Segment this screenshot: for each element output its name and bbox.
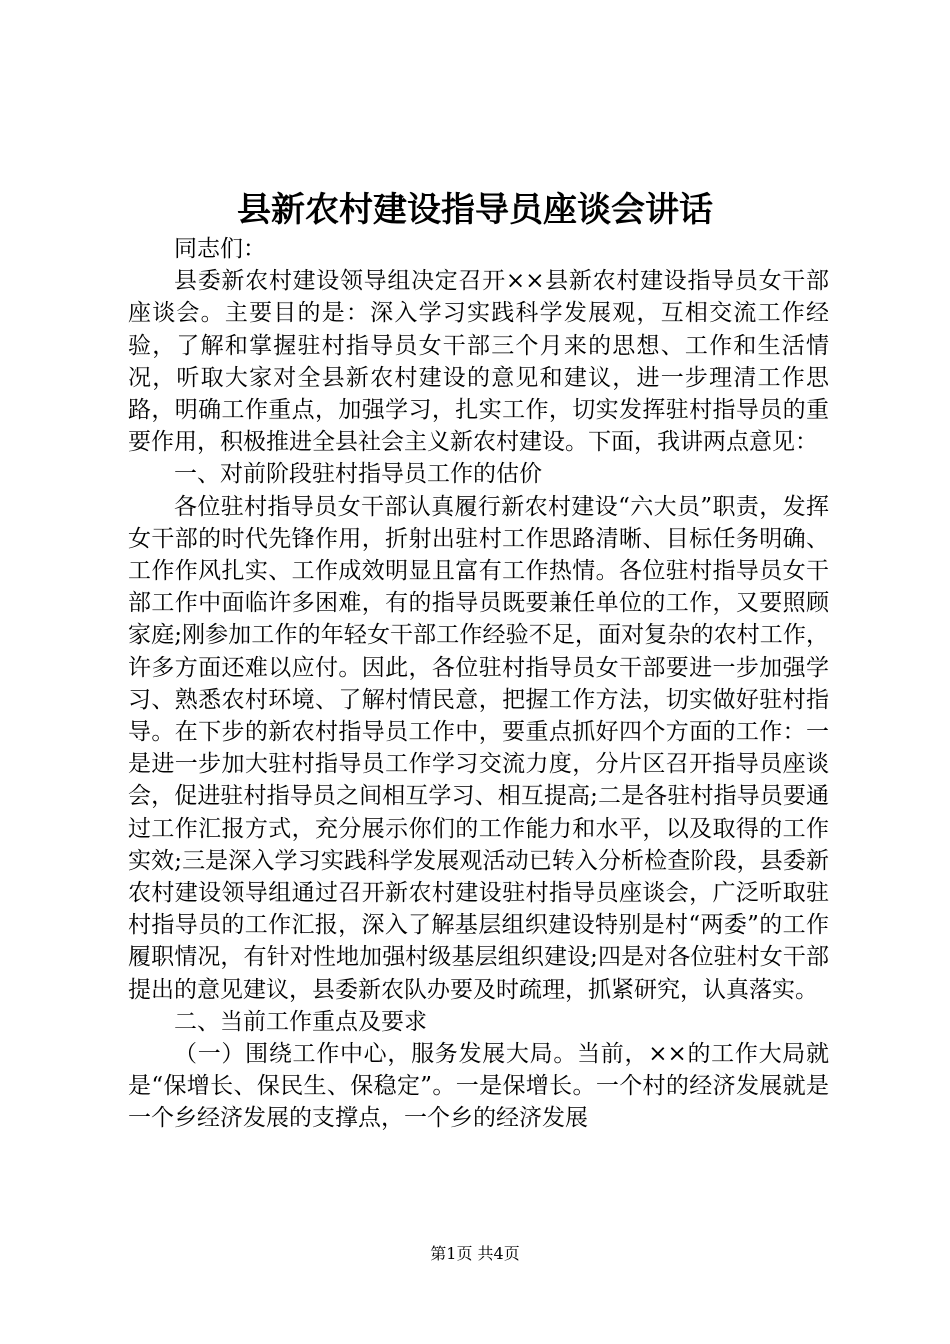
section-two-paragraph: （一）围绕工作中心，服务发展大局。当前，××的工作大局就是“保增长、保民生、保稳定”。一是保增长。一个村的经济发展就是一个乡经济发展的支撑点，一个乡的经济发展 [128, 1041, 829, 1132]
salutation-paragraph: 同志们： [174, 236, 266, 262]
section-heading-two: 二、当前工作重点及要求 [174, 1008, 427, 1035]
section-one-paragraph: 各位驻村指导员女干部认真履行新农村建设“六大员”职责，发挥女干部的时代先锋作用，折射出驻村工作思路清晰、目标任务明确、工作作风扎实、工作成效明显且富有工作热情。各位驻村指导员女干部工作中面临许多困难，有的指导员既要兼任单位的工作，又要照顾家庭;刚参加工作的年轻女干部工作经验不足，面对复杂的农村工作，许多方面还难以应付。因此，各位驻村指导员女干部要进一步加强学习、熟悉农村环境、了解村情民意，把握工作方法，切实做好驻村指导。在下步的新农村指导员工作中，要重点抓好四个方面的工作：一是进一步加大驻村指导员工作学习交流力度，分片区召开指导员座谈会，促进驻村指导员之间相互学习、相互提高;二是各驻村指导员要通过工作汇报方式，充分展示你们的工作能力和水平，以及取得的工作实效;三是深入学习实践科学发展观活动已转入分析检查阶段，县委新农村建设领导组通过召开新农村建设驻村指导员座谈会，广泛听取驻村指导员的工作汇报，深入了解基层组织建设特别是村“两委”的工作履职情况，有针对性地加强村级基层组织建设;四是对各位驻村女干部提出的意见建议，县委新农队办要及时疏理，抓紧研究，认真落实。 [128, 493, 829, 1003]
section-heading-one: 一、对前阶段驻村指导员工作的估价 [174, 461, 542, 488]
intro-paragraph: 县委新农村建设领导组决定召开××县新农村建设指导员女干部座谈会。主要目的是：深入学习实践科学发展观，互相交流工作经验，了解和掌握驻村指导员女干部三个月来的思想、工作和生活情况，听取大家对全县新农村建设的意见和建议，进一步理清工作思路，明确工作重点，加强学习，扎实工作，切实发挥驻村指导员的重要作用，积极推进全县社会主义新农村建设。下面，我讲两点意见： [128, 268, 829, 456]
document-title: 县新农村建设指导员座谈会讲话 [237, 190, 713, 230]
document-body [128, 233, 829, 1135]
page-footer: 第1页 共4页 [430, 1244, 520, 1263]
